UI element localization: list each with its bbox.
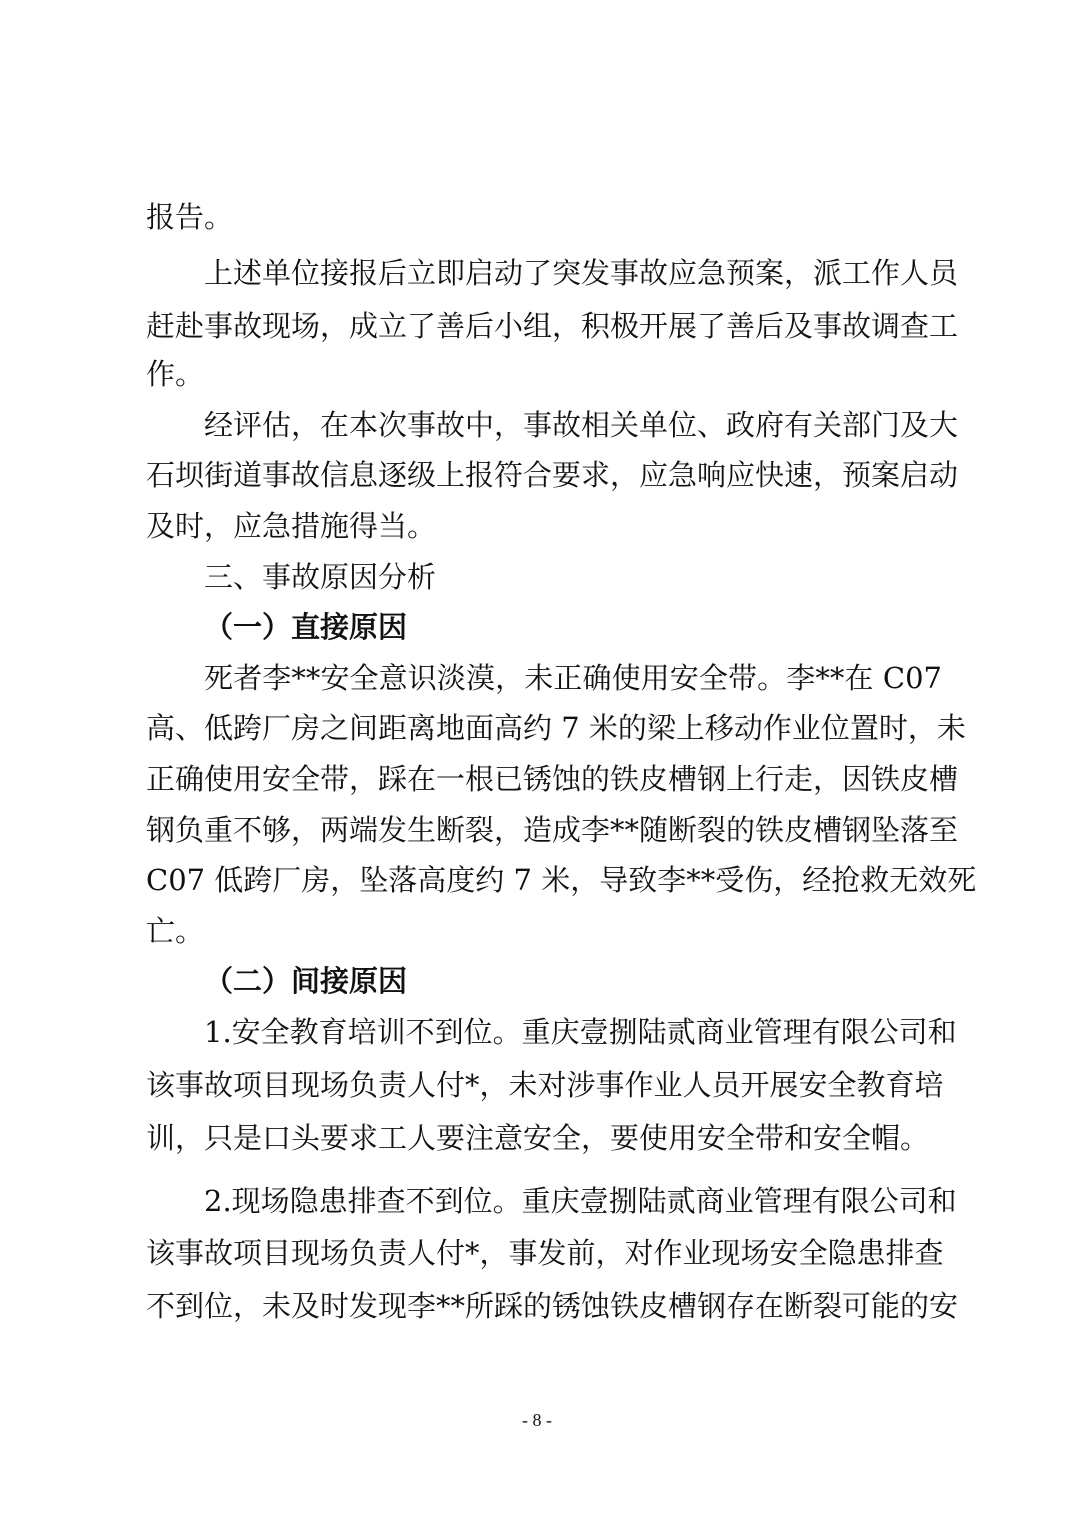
page-number: - 8 - xyxy=(522,1410,552,1430)
text-line: 该事故项目现场负责人付*，事发前，对作业现场安全隐患排查 xyxy=(146,1236,944,1270)
text-line: 作。 xyxy=(146,357,205,391)
text-line: 正确使用安全带，踩在一根已锈蚀的铁皮槽钢上行走，因铁皮槽 xyxy=(146,762,959,796)
text-line: 1.安全教育培训不到位。重庆壹捌陆贰商业管理有限公司和 xyxy=(204,1015,957,1049)
text-line: 死者李**安全意识淡漠，未正确使用安全带。李**在 C07 xyxy=(204,661,942,695)
text-line: 及时，应急措施得当。 xyxy=(146,509,437,543)
text-line: 高、低跨厂房之间距离地面高约 7 米的梁上移动作业位置时，未 xyxy=(146,711,966,745)
subsection-heading: （二）间接原因 xyxy=(204,964,408,998)
text-line: 训，只是口头要求工人要注意安全，要使用安全带和安全帽。 xyxy=(146,1121,930,1155)
text-line: 报告。 xyxy=(146,200,234,234)
text-line: 经评估，在本次事故中，事故相关单位、政府有关部门及大 xyxy=(204,408,959,442)
text-line: 亡。 xyxy=(146,914,205,948)
text-line: 上述单位接报后立即启动了突发事故应急预案，派工作人员 xyxy=(204,256,959,290)
text-line: C07 低跨厂房，坠落高度约 7 米，导致李**受伤，经抢救无效死 xyxy=(146,863,977,897)
text-line: 不到位，未及时发现李**所踩的锈蚀铁皮槽钢存在断裂可能的安 xyxy=(146,1289,959,1323)
section-heading: 三、事故原因分析 xyxy=(204,560,437,594)
text-line: 钢负重不够，两端发生断裂，造成李**随断裂的铁皮槽钢坠落至 xyxy=(146,813,959,847)
subsection-heading: （一）直接原因 xyxy=(204,610,408,644)
text-line: 石坝街道事故信息逐级上报符合要求，应急响应快速，预案启动 xyxy=(146,458,959,492)
text-line: 2.现场隐患排查不到位。重庆壹捌陆贰商业管理有限公司和 xyxy=(204,1184,957,1218)
text-line: 该事故项目现场负责人付*，未对涉事作业人员开展安全教育培 xyxy=(146,1068,944,1102)
text-line: 赶赴事故现场，成立了善后小组，积极开展了善后及事故调查工 xyxy=(146,309,959,343)
